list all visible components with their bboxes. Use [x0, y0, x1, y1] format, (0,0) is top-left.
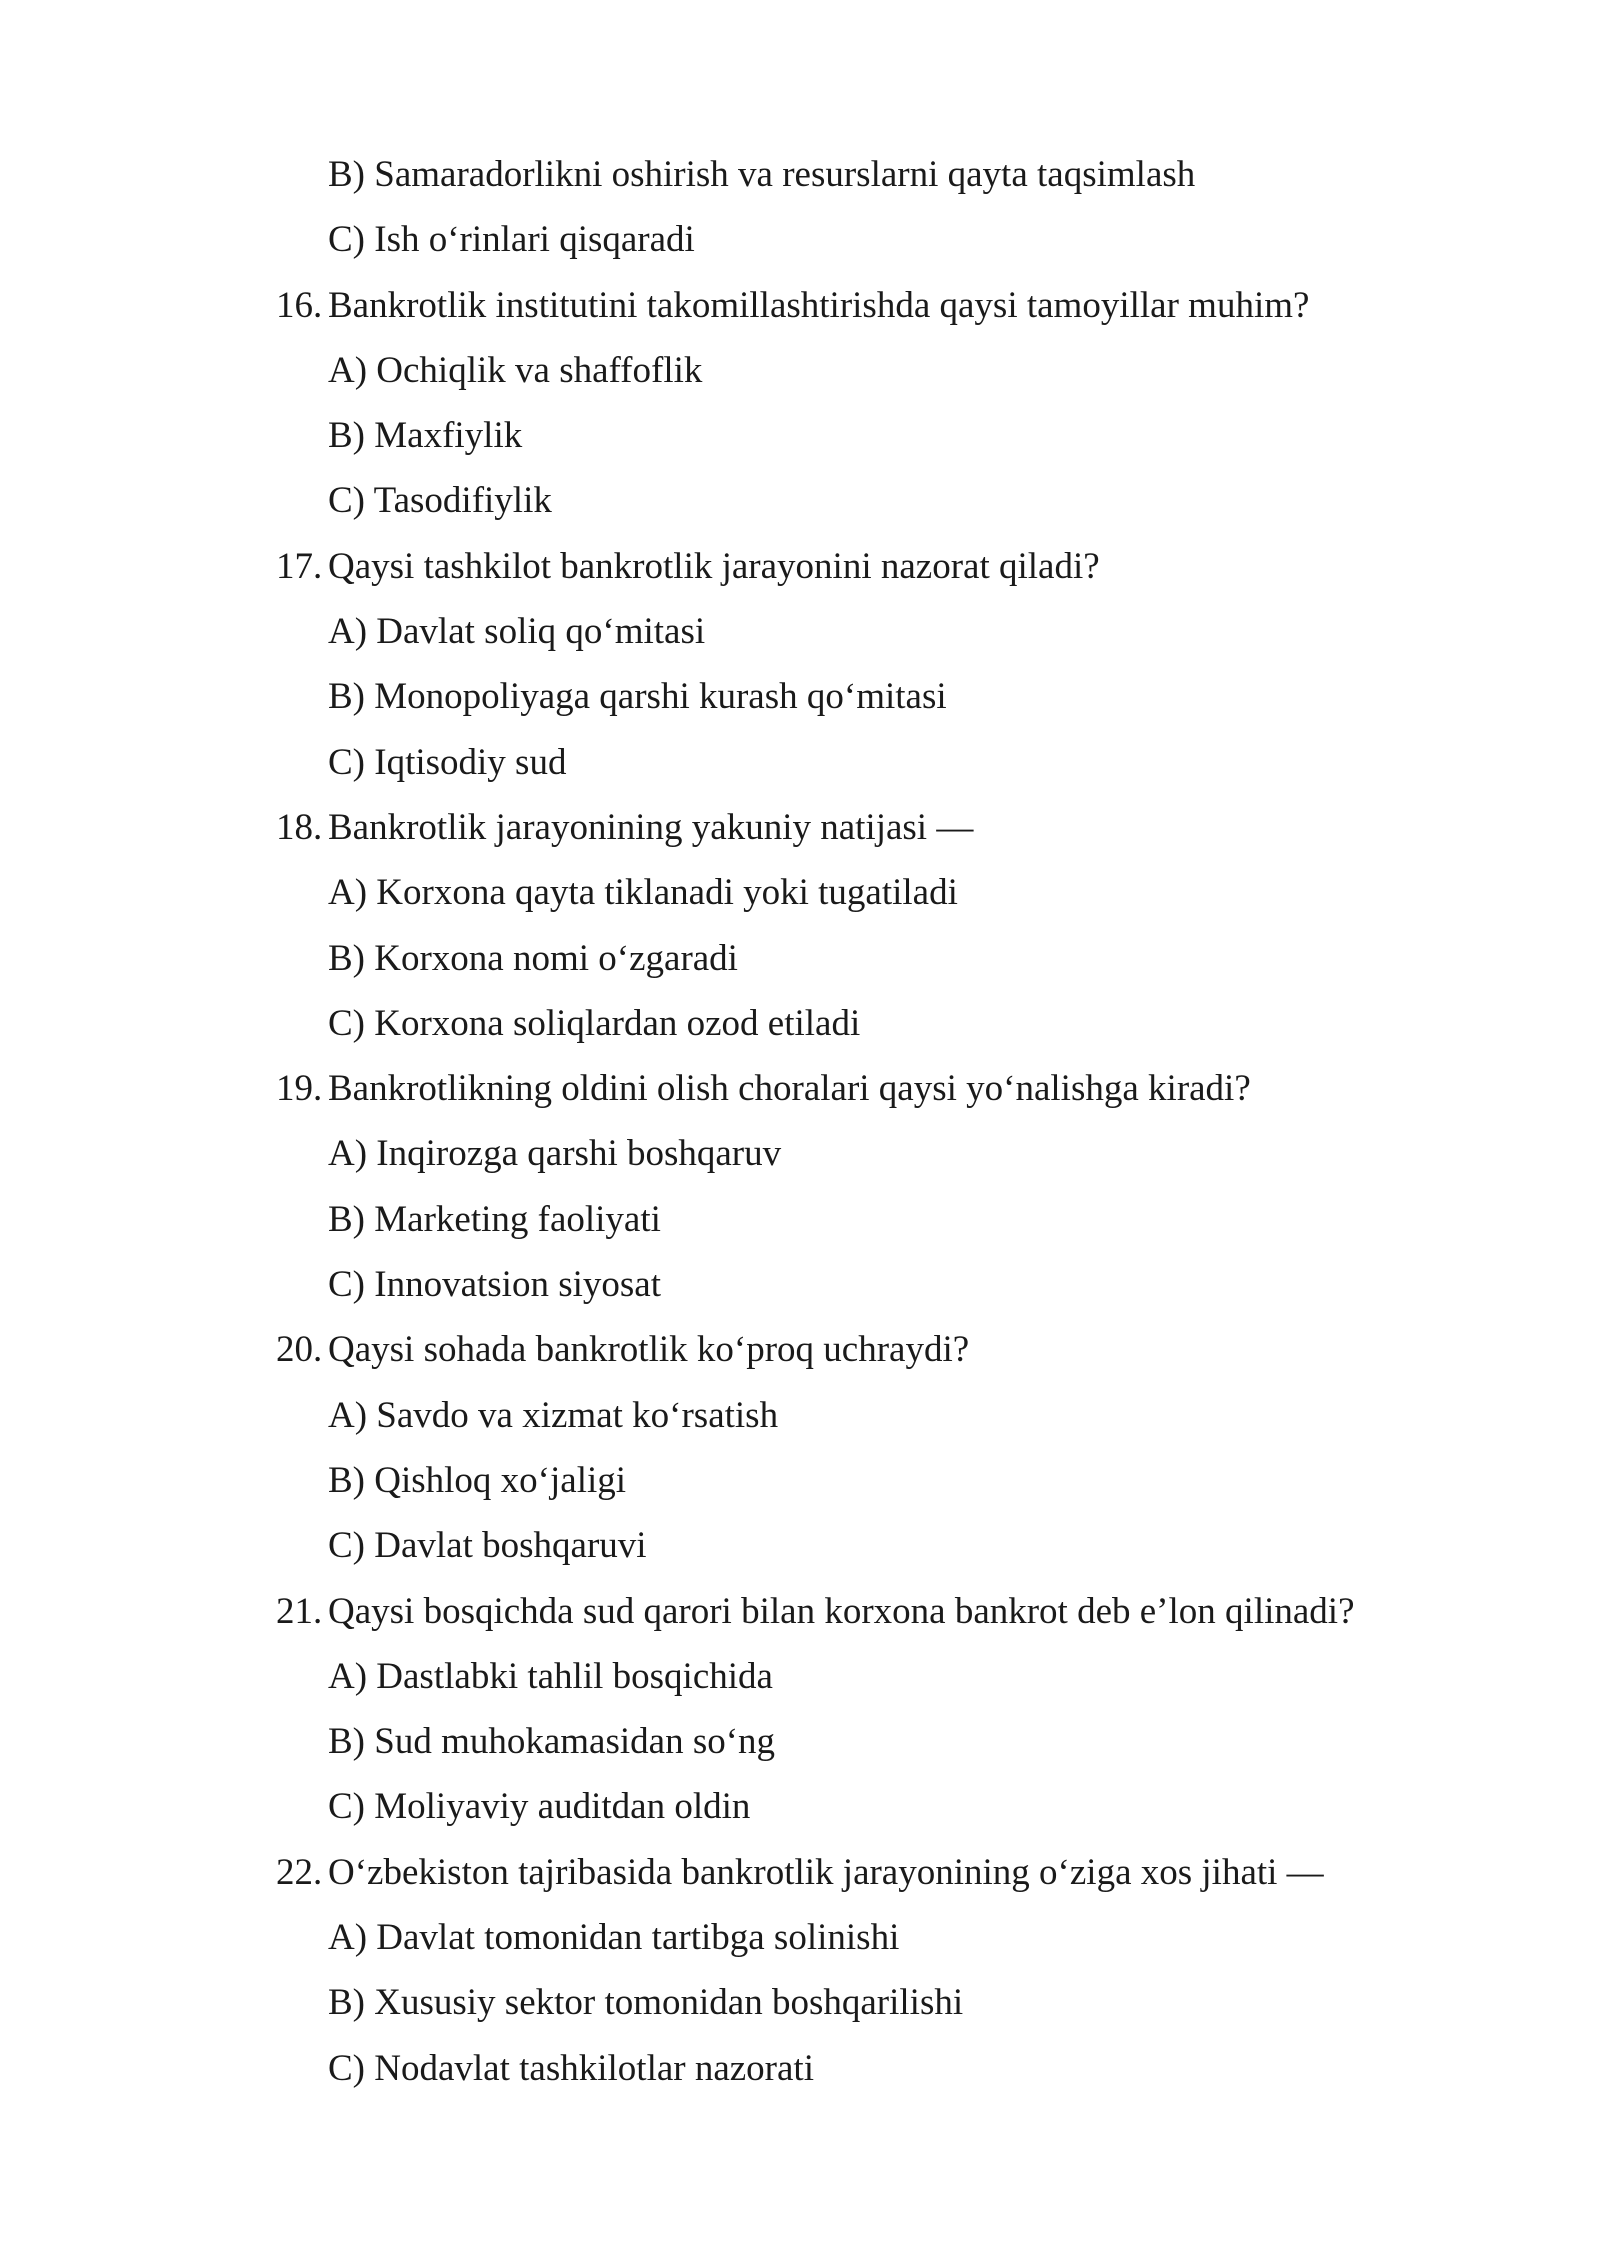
- question-number: 19.: [276, 1068, 323, 1110]
- question-text: Bankrotlikning oldini olish choralari qaysi yo‘nalishga kiradi?: [328, 1068, 1251, 1110]
- option-line: C) Korxona soliqlardan ozod etiladi: [328, 1002, 861, 1044]
- option-line: A) Davlat tomonidan tartibga solinishi: [328, 1917, 900, 1959]
- question-16: [276, 281, 1426, 346]
- option-line: B) Monopoliyaga qarshi kurash qo‘mitasi: [328, 676, 947, 718]
- option-line: C) Iqtisodiy sud: [328, 741, 567, 783]
- option-line: B) Marketing faoliyati: [328, 1198, 661, 1240]
- question-19: [276, 1064, 1426, 1129]
- question-18: [276, 803, 1426, 868]
- question-text: Bankrotlik jarayonining yakuniy natijasi —: [328, 806, 974, 848]
- option-line: C) Davlat boshqaruvi: [328, 1525, 647, 1567]
- option-line: B) Xususiy sektor tomonidan boshqarilishi: [328, 1982, 964, 2024]
- question-number: 21.: [276, 1590, 323, 1632]
- question-22: [276, 1848, 1426, 1913]
- question-number: 22.: [276, 1851, 323, 1893]
- question-number: 20.: [276, 1329, 323, 1371]
- question-text: Qaysi sohada bankrotlik ko‘proq uchraydi?: [328, 1329, 970, 1371]
- question-number: 16.: [276, 284, 323, 326]
- quiz-content: [276, 150, 1426, 2109]
- question-text: Qaysi bosqichda sud qarori bilan korxona bankrot deb e’lon qilinadi?: [328, 1590, 1355, 1632]
- option-line: A) Davlat soliq qo‘mitasi: [328, 611, 706, 653]
- option-line: A) Korxona qayta tiklanadi yoki tugatiladi: [328, 872, 958, 914]
- question-20: [276, 1325, 1426, 1390]
- option-line: C) Moliyaviy auditdan oldin: [328, 1786, 751, 1828]
- option-line: C) Tasodifiylik: [328, 480, 552, 522]
- question-21: [276, 1587, 1426, 1652]
- question-text: O‘zbekiston tajribasida bankrotlik jarayonining o‘ziga xos jihati —: [328, 1851, 1324, 1893]
- question-number: 17.: [276, 545, 323, 587]
- option-line: A) Ochiqlik va shaffoflik: [328, 349, 703, 391]
- option-line: C) Nodavlat tashkilotlar nazorati: [328, 2047, 814, 2089]
- option-line: A) Dastlabki tahlil bosqichida: [328, 1655, 773, 1697]
- question-17: [276, 542, 1426, 607]
- option-line: B) Samaradorlikni oshirish va resurslarni qayta taqsimlash: [328, 154, 1196, 195]
- question-text: Qaysi tashkilot bankrotlik jarayonini nazorat qiladi?: [328, 545, 1100, 587]
- option-line: B) Korxona nomi o‘zgaradi: [328, 937, 738, 979]
- question-text: Bankrotlik institutini takomillashtirishda qaysi tamoyillar muhim?: [328, 284, 1310, 326]
- option-line: A) Inqirozga qarshi boshqaruv: [328, 1133, 782, 1175]
- option-line: C) Ish o‘rinlari qisqaradi: [328, 219, 695, 261]
- question-number: 18.: [276, 806, 323, 848]
- option-line: B) Qishloq xo‘jaligi: [328, 1459, 627, 1501]
- option-line: A) Savdo va xizmat ko‘rsatish: [328, 1394, 779, 1436]
- option-line: B) Sud muhokamasidan so‘ng: [328, 1721, 776, 1763]
- option-line: C) Innovatsion siyosat: [328, 1264, 661, 1306]
- option-line: B) Maxfiylik: [328, 415, 523, 457]
